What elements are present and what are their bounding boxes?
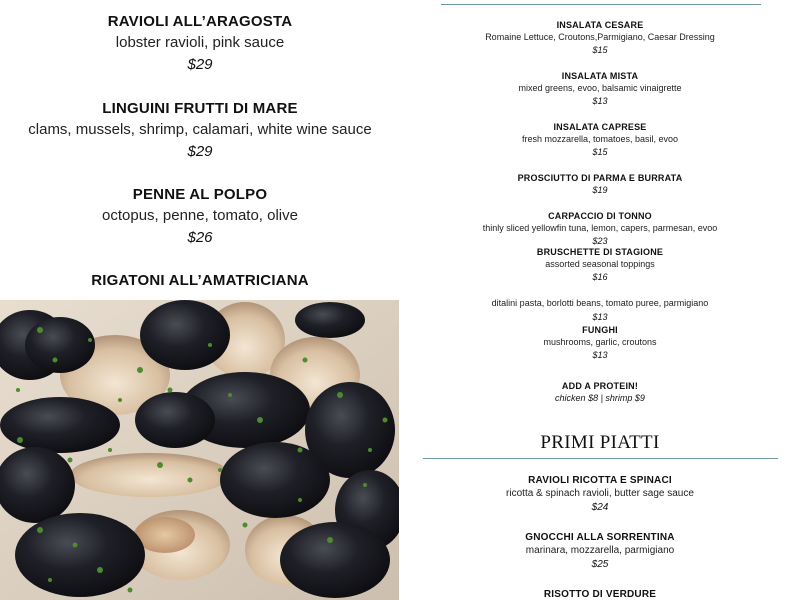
right-menu-column xyxy=(400,0,800,600)
menu-item-price: $13 xyxy=(592,350,608,360)
menu-item xyxy=(400,588,800,600)
menu-item-price: $29 xyxy=(187,143,213,160)
section-title: PRIMI PIATTI xyxy=(540,432,660,453)
menu-item-name: PENNE AL POLPO xyxy=(132,186,268,203)
menu-item xyxy=(400,297,800,324)
menu-item-name: ADD A PROTEIN! xyxy=(561,381,639,391)
menu-item-description: mixed greens, evoo, balsamic vinaigrette xyxy=(518,83,682,93)
divider xyxy=(423,458,778,459)
menu-item xyxy=(400,19,800,57)
menu-item-description: lobster ravioli, pink sauce xyxy=(115,34,285,51)
menu-item-name: RAVIOLI RICOTTA E SPINACI xyxy=(528,475,672,486)
menu-item-price: $29 xyxy=(187,56,213,73)
menu-item-name: INSALATA MISTA xyxy=(561,71,639,81)
menu-item-description: assorted seasonal toppings xyxy=(545,259,655,269)
menu-item-description: marinara, mozzarella, parmigiano xyxy=(525,545,675,556)
menu-item-price: $25 xyxy=(591,559,609,570)
menu-item-name: PROSCIUTTO DI PARMA E BURRATA xyxy=(517,173,683,183)
menu-item-name: FUNGHI xyxy=(582,325,618,335)
menu-item-price: $15 xyxy=(592,45,608,55)
menu-item-name: RAVIOLI ALL’ARAGOSTA xyxy=(107,13,293,30)
menu-item-name: GNOCCHI ALLA SORRENTINA xyxy=(525,532,675,543)
menu-item-description: clams, mussels, shrimp, calamari, white wine sauce xyxy=(28,121,372,138)
menu-item-price: $13 xyxy=(592,96,608,106)
menu-item-price: $15 xyxy=(592,147,608,157)
menu-item-price: $13 xyxy=(592,312,608,322)
menu-item-description: thinly sliced yellowfin tuna, lemon, capers, parmesan, evoo xyxy=(482,223,718,233)
menu-item-price: $19 xyxy=(592,185,608,195)
menu-item xyxy=(400,210,800,248)
menu-item-description: ditalini pasta, borlotti beans, tomato puree, parmigiano xyxy=(491,298,709,308)
menu-item xyxy=(0,100,400,162)
menu-item-name: INSALATA CESARE xyxy=(556,20,644,30)
menu-item-name: RIGATONI ALL’AMATRICIANA xyxy=(91,272,309,289)
menu-item-description: ricotta & spinach ravioli, butter sage sauce xyxy=(506,488,694,499)
menu-item xyxy=(400,246,800,284)
menu-item xyxy=(400,70,800,108)
menu-item-name: RISOTTO DI VERDURE xyxy=(543,589,657,600)
menu-item-description: Romaine Lettuce, Croutons,Parmigiano, Caesar Dressing xyxy=(485,32,715,42)
menu-item xyxy=(400,324,800,362)
menu-item-name: BRUSCHETTE DI STAGIONE xyxy=(536,247,664,257)
menu-item xyxy=(400,121,800,159)
menu-item-description: fresh mozzarella, tomatoes, basil, evoo xyxy=(521,134,679,144)
menu-item-price: $26 xyxy=(187,229,213,246)
menu-item xyxy=(400,474,800,515)
menu-item xyxy=(0,13,400,75)
menu-item-price: $23 xyxy=(592,236,608,246)
menu-item-description: octopus, penne, tomato, olive xyxy=(102,207,298,224)
menu-item-price: $24 xyxy=(591,502,609,513)
menu-item-description: chicken $8 | shrimp $9 xyxy=(555,393,645,403)
left-menu-column xyxy=(0,0,400,300)
menu-item xyxy=(400,172,800,197)
divider xyxy=(441,4,761,5)
menu-item xyxy=(0,186,400,248)
menu-item xyxy=(0,272,400,292)
menu-item-name: CARPACCIO DI TONNO xyxy=(548,211,652,221)
menu-item xyxy=(400,380,800,405)
menu-item-description: mushrooms, garlic, croutons xyxy=(543,337,657,347)
menu-item-price: $16 xyxy=(592,272,608,282)
menu-item-name: INSALATA CAPRESE xyxy=(553,122,647,132)
menu-item-name: LINGUINI FRUTTI DI MARE xyxy=(102,100,298,117)
mussels-and-clams-photo xyxy=(0,300,399,600)
menu-item xyxy=(400,531,800,572)
